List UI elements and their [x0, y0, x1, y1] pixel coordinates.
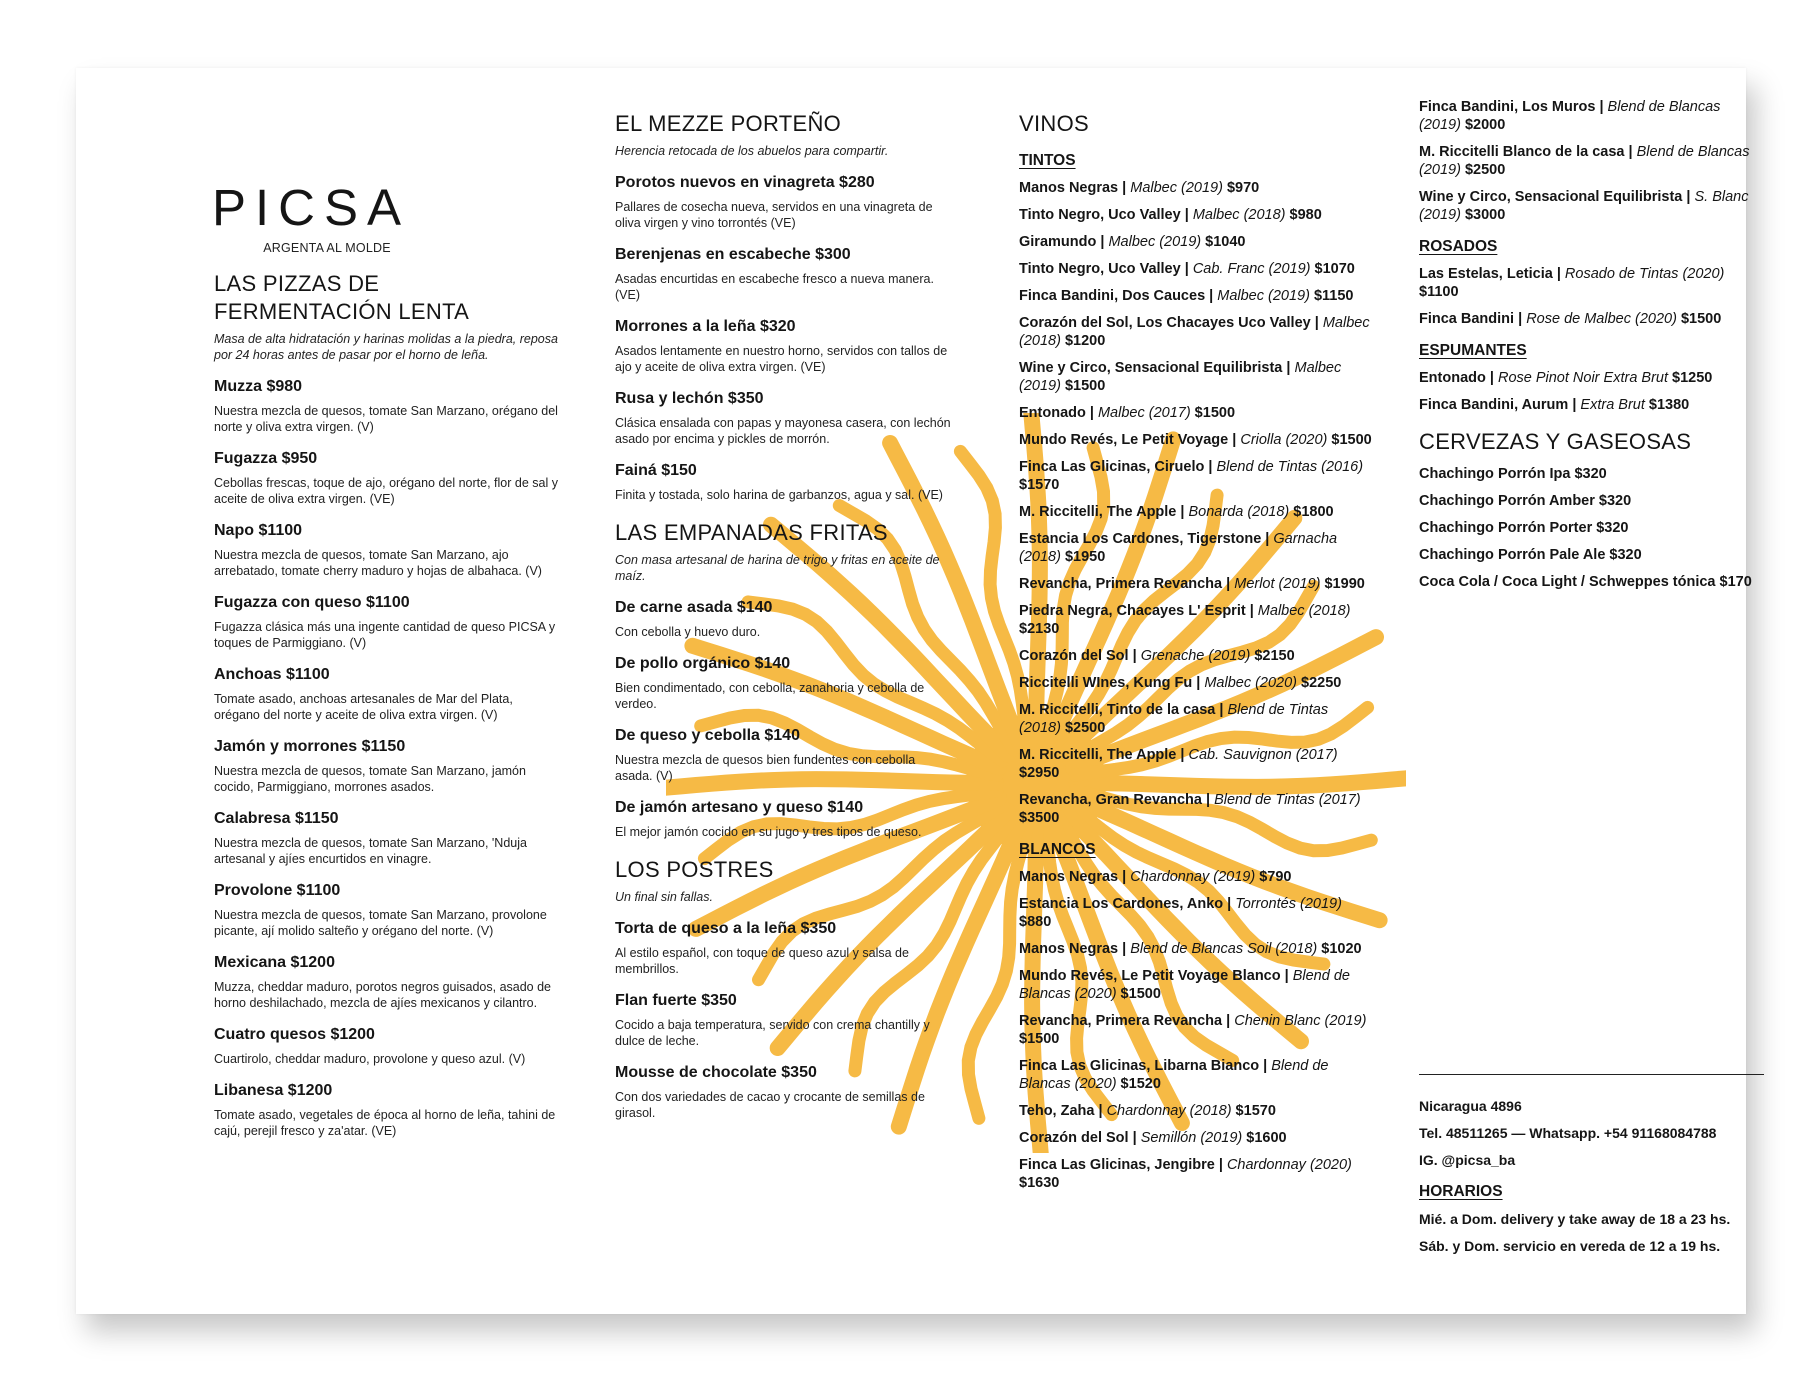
wine-entry [1019, 458, 1374, 494]
wine-variety: Blend de Tintas (2017) [1214, 792, 1361, 808]
wine-name: M. Riccitelli, The Apple | [1019, 504, 1189, 520]
wine-variety: Malbec (2019) [1019, 360, 1342, 394]
wine-variety: Chardonnay (2018) [1106, 1103, 1232, 1119]
rosados-heading: ROSADOS [1419, 238, 1498, 255]
wine-variety: Malbec (2019) [1108, 234, 1202, 250]
wine-entry [1419, 310, 1764, 328]
wine-variety: Blend de Blancas (2020) [1019, 968, 1350, 1002]
menu-item-description: Nuestra mezcla de quesos, tomate San Marzano, jamón cocido, Parmiggiano, morrones asados. [214, 764, 526, 794]
wine-name: Estancia Los Cardones, Tigerstone | [1019, 531, 1274, 547]
pizzas-section [214, 270, 559, 1139]
menu-item-name: Mousse de chocolate $350 [615, 1064, 817, 1081]
menu-item-name: Provolone $1100 [214, 882, 341, 899]
wine-price: $1950 [1060, 549, 1106, 565]
wine-entry [1019, 206, 1374, 224]
wine-entry [1019, 1057, 1374, 1093]
wine-name: Teho, Zaha | [1019, 1103, 1107, 1119]
menu-item-name: De jamón artesano y queso $140 [615, 799, 864, 816]
menu-item-name: Porotos nuevos en vinagreta $280 [615, 174, 875, 191]
wine-name: Mundo Revés, Le Petit Voyage Blanco | [1019, 968, 1293, 984]
mezze-subtitle: Herencia retocada de los abuelos para compartir. [615, 144, 889, 158]
wine-variety: Chardonnay (2020) [1226, 1157, 1352, 1173]
menu-item-name: Muzza $980 [214, 378, 303, 395]
empanadas-list [615, 598, 955, 840]
menu-item [615, 598, 955, 640]
wine-entry [1419, 98, 1764, 134]
menu-item [615, 245, 955, 303]
empanadas-subtitle: Con masa artesanal de harina de trigo y fritas en aceite de maíz. [615, 553, 940, 583]
wine-variety: Malbec (2020) [1204, 675, 1298, 691]
wine-entry [1019, 179, 1374, 197]
menu-item [615, 317, 955, 375]
wine-price: $2950 [1019, 765, 1060, 781]
menu-item-name: Fainá $150 [615, 462, 697, 479]
menu-item-description: Tomate asado, vegetales de época al horno de leña, tahini de cajú, perejil fresco y za'atar. (VE) [214, 1108, 556, 1138]
wine-variety: Chardonnay (2019) [1130, 869, 1256, 885]
wine-name: Revancha, Primera Revancha | [1019, 576, 1235, 592]
menu-item [615, 389, 955, 447]
instagram-handle: IG. @picsa_ba [1419, 1152, 1516, 1168]
wine-name: Entonado | [1419, 370, 1498, 386]
wine-price: $1500 [1190, 405, 1236, 421]
wine-variety: Malbec (2019) [1217, 288, 1310, 304]
wine-entry [1019, 868, 1374, 886]
wine-price: $2130 [1019, 621, 1060, 637]
menu-item-description: Tomate asado, anchoas artesanales de Mar del Plata, orégano del norte y aceite de oliva extra virgen. (V) [214, 692, 513, 722]
menu-item [214, 953, 559, 1011]
wine-entry [1419, 265, 1764, 301]
wine-name: Tinto Negro, Uco Valley | [1019, 261, 1193, 277]
wine-variety: Blend de Tintas (2016) [1216, 459, 1364, 475]
menu-item-name: Flan fuerte $350 [615, 992, 737, 1009]
right-column [1419, 98, 1764, 591]
menu-item-description: Cuartirolo, cheddar maduro, provolone y queso azul. (V) [214, 1052, 526, 1066]
espumantes-heading: ESPUMANTES [1419, 342, 1527, 359]
blancos-more-list [1419, 98, 1764, 224]
wine-name: Finca Bandini, Dos Cauces | [1019, 288, 1218, 304]
menu-item-name: De carne asada $140 [615, 599, 773, 616]
wine-price: $880 [1019, 914, 1052, 930]
wine-price: $1070 [1310, 261, 1355, 277]
wine-entry [1419, 396, 1764, 414]
wine-entry [1019, 503, 1374, 521]
wine-variety: Blend de Blancas (2019) [1419, 99, 1721, 133]
menu-item-name: Fugazza $950 [214, 450, 318, 467]
wine-entry [1419, 369, 1764, 387]
drink-item: Coca Cola / Coca Light / Schweppes tónica $170 [1419, 574, 1752, 590]
blancos-list [1019, 868, 1374, 1192]
wine-entry [1019, 260, 1374, 278]
menu-item [615, 798, 955, 840]
menu-item-name: Berenjenas en escabeche $300 [615, 246, 851, 263]
horarios-heading: HORARIOS [1419, 1183, 1503, 1200]
wine-name: Wine y Circo, Sensacional Equilibrista | [1019, 360, 1295, 376]
center-column [615, 110, 955, 1121]
wine-name: Tinto Negro, Uco Valley | [1019, 207, 1193, 223]
wine-entry [1019, 359, 1374, 395]
wine-variety: Rosado de Tintas (2020) [1564, 266, 1725, 282]
menu-item-description: Nuestra mezcla de quesos bien fundentes con cebolla asada. (V) [615, 753, 916, 783]
menu-item-description: Nuestra mezcla de quesos, tomate San Marzano, 'Nduja artesanal y ajíes encurtidos en vinagre. [214, 836, 527, 866]
wine-name: Revancha, Gran Revancha | [1019, 792, 1215, 808]
wine-entry [1019, 967, 1374, 1003]
menu-item-description: Cebollas frescas, toque de ajo, orégano del norte, flor de sal y aceite de oliva extra virgen. (VE) [214, 476, 558, 506]
wine-entry [1019, 1129, 1374, 1147]
wine-name: Finca Las Glicinas, Libarna Bianco | [1019, 1058, 1272, 1074]
wine-price: $2500 [1460, 162, 1506, 178]
menu-item [615, 1063, 955, 1121]
cervezas-title: CERVEZAS Y GASEOSAS [1419, 429, 1692, 454]
menu-item [615, 919, 955, 977]
wine-variety: Criolla (2020) [1240, 432, 1328, 448]
wine-variety: Cab. Sauvignon (2017) [1188, 747, 1338, 763]
wine-price: $1500 [1019, 1031, 1060, 1047]
menu-item-description: Con dos variedades de cacao y crocante de semillas de girasol. [615, 1090, 925, 1120]
menu-item-description: Nuestra mezcla de quesos, tomate San Marzano, ajo arrebatado, tomate cherry maduro y hojas de albahaca. (V) [214, 548, 542, 578]
menu-item-description: Al estilo español, con toque de queso azul y salsa de membrillos. [615, 946, 909, 976]
wine-name: Finca Bandini, Los Muros | [1419, 99, 1608, 115]
wine-name: Mundo Revés, Le Petit Voyage | [1019, 432, 1241, 448]
menu-item-description: El mejor jamón cocido en su jugo y tres tipos de queso. [615, 825, 922, 839]
wine-entry [1019, 602, 1374, 638]
wine-variety: Blend de Tintas (2018) [1019, 702, 1329, 736]
drink-item: Chachingo Porrón Ipa $320 [1419, 466, 1607, 482]
mezze-title: EL MEZZE PORTEÑO [615, 111, 842, 136]
wine-variety: Malbec (2018) [1019, 315, 1370, 349]
phone: Tel. 48511265 — Whatsapp. +54 91168084788 [1419, 1125, 1717, 1141]
horario-line: Sáb. y Dom. servicio en vereda de 12 a 19 hs. [1419, 1238, 1721, 1254]
menu-item [615, 991, 955, 1049]
menu-item-name: Libanesa $1200 [214, 1082, 333, 1099]
drink-item: Chachingo Porrón Amber $320 [1419, 493, 1632, 509]
menu-item-name: Torta de queso a la leña $350 [615, 920, 837, 937]
wine-variety: Blend de Blancas (2019) [1419, 144, 1750, 178]
menu-item-name: Cuatro quesos $1200 [214, 1026, 375, 1043]
wine-name: Manos Negras | [1019, 941, 1131, 957]
menu-item-description: Finita y tostada, solo harina de garbanzos, agua y sal. (VE) [615, 488, 943, 502]
contact-divider [1419, 1074, 1764, 1075]
wine-price: $1630 [1019, 1175, 1060, 1191]
wine-entry [1019, 791, 1374, 827]
wine-price: $1500 [1060, 378, 1106, 394]
wine-name: Corazón del Sol, Los Chacayes Uco Valley | [1019, 315, 1323, 331]
wine-name: Finca Las Glicinas, Ciruelo | [1019, 459, 1217, 475]
wine-name: M. Riccitelli, Tinto de la casa | [1019, 702, 1228, 718]
pizza-list [214, 377, 559, 1139]
rosados-list [1419, 265, 1764, 328]
wine-name: Manos Negras | [1019, 180, 1131, 196]
vinos-section [1019, 110, 1374, 1192]
wine-name: Manos Negras | [1019, 869, 1131, 885]
menu-item-name: Calabresa $1150 [214, 810, 339, 827]
wine-price: $1570 [1019, 477, 1060, 493]
horarios-list [1419, 1210, 1764, 1255]
wine-variety: Blend de Blancas (2020) [1019, 1058, 1329, 1092]
wine-name: Finca Bandini | [1419, 311, 1527, 327]
menu-item [615, 173, 955, 231]
wine-price: $2500 [1060, 720, 1106, 736]
cervezas-list [1419, 465, 1764, 591]
wine-price: $1600 [1242, 1130, 1287, 1146]
menu-item-description: Con cebolla y huevo duro. [615, 625, 761, 639]
wine-price: $1500 [1327, 432, 1372, 448]
wine-entry [1019, 431, 1374, 449]
wine-name: Corazón del Sol | [1019, 1130, 1141, 1146]
drink-item: Chachingo Porrón Porter $320 [1419, 520, 1629, 536]
vinos-title: VINOS [1019, 111, 1089, 136]
wine-name: Revancha, Primera Revancha | [1019, 1013, 1235, 1029]
wine-price: $1200 [1060, 333, 1106, 349]
contact-section [1419, 1058, 1764, 1255]
pizzas-subtitle: Masa de alta hidratación y harinas molidas a la piedra, reposa por 24 horas antes de pasar por el horno de leña. [214, 332, 558, 362]
wine-variety: Rose de Malbec (2020) [1526, 311, 1677, 327]
wine-entry [1019, 1102, 1374, 1120]
wine-price: $1990 [1320, 576, 1365, 592]
menu-item-description: Cocido a baja temperatura, servido con crema chantilly y dulce de leche. [615, 1018, 930, 1048]
menu-item-name: De queso y cebolla $140 [615, 727, 800, 744]
wine-name: Las Estelas, Leticia | [1419, 266, 1565, 282]
wine-variety: Cab. Franc (2019) [1192, 261, 1311, 277]
wine-price: $970 [1222, 180, 1260, 196]
wine-variety: Grenache (2019) [1140, 648, 1251, 664]
wine-variety: Garnacha (2018) [1019, 531, 1338, 565]
wine-price: $980 [1285, 207, 1322, 223]
wine-entry [1019, 287, 1374, 305]
wine-price: $790 [1255, 869, 1292, 885]
wine-name: Finca Las Glicinas, Jengibre | [1019, 1157, 1227, 1173]
wine-variety: Malbec (2019) [1130, 180, 1223, 196]
menu-item-description: Pallares de cosecha nueva, servidos en una vinagreta de oliva virgen y vino torrontés (VE) [615, 200, 933, 230]
wine-name: Estancia Los Cardones, Anko | [1019, 896, 1236, 912]
wine-price: $1500 [1116, 986, 1161, 1002]
wine-variety: Torrontés (2019) [1235, 896, 1342, 912]
wine-entry [1019, 1156, 1374, 1192]
mezze-list [615, 173, 955, 503]
wine-entry [1019, 674, 1374, 692]
wine-name: Finca Bandini, Aurum | [1419, 397, 1581, 413]
wine-entry [1019, 895, 1374, 931]
menu-item-description: Asados lentamente en nuestro horno, servidos con tallos de ajo y aceite de oliva extra virgen. (VE) [615, 344, 948, 374]
address: Nicaragua 4896 [1419, 1098, 1522, 1114]
menu-item [214, 593, 559, 651]
postres-title: LOS POSTRES [615, 857, 774, 882]
wine-entry [1019, 233, 1374, 251]
wine-price: $1150 [1309, 288, 1354, 304]
wine-name: M. Riccitelli Blanco de la casa | [1419, 144, 1637, 160]
wine-price: $1040 [1201, 234, 1246, 250]
postres-subtitle: Un final sin fallas. [615, 890, 713, 904]
horario-line: Mié. a Dom. delivery y take away de 18 a 23 hs. [1419, 1211, 1731, 1227]
wine-variety: Rose Pinot Noir Extra Brut [1497, 370, 1669, 386]
menu-item [615, 654, 955, 712]
menu-item-name: Anchoas $1100 [214, 666, 330, 683]
menu-item [214, 737, 559, 795]
menu-item-name: Morrones a la leña $320 [615, 318, 796, 335]
wine-price: $1520 [1116, 1076, 1161, 1092]
wine-entry [1019, 404, 1374, 422]
wine-entry [1019, 530, 1374, 566]
wine-entry [1419, 143, 1764, 179]
wine-variety: Semillón (2019) [1140, 1130, 1243, 1146]
wine-name: Wine y Circo, Sensacional Equilibrista | [1419, 189, 1695, 205]
menu-item [214, 377, 559, 435]
wine-entry [1019, 575, 1374, 593]
wine-price: $1380 [1644, 397, 1690, 413]
menu-item-description: Bien condimentado, con cebolla, zanahoria y cebolla de verdeo. [615, 681, 925, 711]
wine-variety: Chenin Blanc (2019) [1234, 1013, 1367, 1029]
menu-item-name: De pollo orgánico $140 [615, 655, 791, 672]
wine-price: $1500 [1676, 311, 1722, 327]
wine-variety: Malbec (2018) [1257, 603, 1351, 619]
wine-price: $1800 [1289, 504, 1334, 520]
menu-item [214, 809, 559, 867]
wine-variety: Malbec (2017) [1097, 405, 1191, 421]
menu-item [214, 1081, 559, 1139]
wine-price: $3500 [1019, 810, 1060, 826]
wine-name: Riccitelli WInes, Kung Fu | [1019, 675, 1205, 691]
wine-entry [1019, 314, 1374, 350]
menu-item-name: Fugazza con queso $1100 [214, 594, 410, 611]
wine-entry [1019, 746, 1374, 782]
wine-price: $2000 [1460, 117, 1506, 133]
postres-list [615, 919, 955, 1121]
wine-entry [1019, 1012, 1374, 1048]
wine-variety: Extra Brut [1580, 397, 1645, 413]
wine-variety: Merlot (2019) [1234, 576, 1321, 592]
drink-item: Chachingo Porrón Pale Ale $320 [1419, 547, 1642, 563]
menu-item-name: Mexicana $1200 [214, 954, 335, 971]
menu-item-description: Fugazza clásica más una ingente cantidad de queso PICSA y toques de Parmiggiano. (V) [214, 620, 556, 650]
wine-entry [1019, 701, 1374, 737]
menu-item-description: Clásica ensalada con papas y mayonesa casera, con lechón asado por encima y pickles de morrón. [615, 416, 951, 446]
empanadas-title: LAS EMPANADAS FRITAS [615, 520, 888, 545]
menu-item [615, 461, 955, 503]
menu-sheet [76, 68, 1752, 1314]
menu-item-description: Nuestra mezcla de quesos, tomate San Marzano, provolone picante, ají molido salteño y orégano del norte. (V) [214, 908, 547, 938]
wine-price: $1020 [1317, 941, 1362, 957]
tintos-list [1019, 179, 1374, 827]
menu-item-name: Napo $1100 [214, 522, 303, 539]
menu-item-name: Rusa y lechón $350 [615, 390, 764, 407]
menu-item [214, 449, 559, 507]
wine-name: Giramundo | [1019, 234, 1109, 250]
wine-price: $2250 [1297, 675, 1342, 691]
wine-price: $1100 [1419, 284, 1459, 300]
wine-price: $1570 [1231, 1103, 1276, 1119]
wine-name: Corazón del Sol | [1019, 648, 1141, 664]
menu-item-description: Muzza, cheddar maduro, porotos negros guisados, asado de horno deshilachado, mezcla de ajíes mexicanos y cilantro. [214, 980, 552, 1010]
menu-item-description: Asadas encurtidas en escabeche fresco a nueva manera. (VE) [615, 272, 934, 302]
menu-item [214, 881, 559, 939]
tintos-heading: TINTOS [1019, 152, 1076, 169]
wine-variety: Bonarda (2018) [1188, 504, 1290, 520]
wine-entry [1019, 940, 1374, 958]
wine-variety: Malbec (2018) [1192, 207, 1286, 223]
blancos-heading: BLANCOS [1019, 841, 1096, 858]
wine-entry [1419, 188, 1764, 224]
menu-item-description: Nuestra mezcla de quesos, tomate San Marzano, orégano del norte y oliva extra virgen. (V) [214, 404, 558, 434]
wine-price: $3000 [1460, 207, 1506, 223]
menu-item [214, 665, 559, 723]
brand [212, 180, 442, 255]
wine-price: $1250 [1668, 370, 1713, 386]
wine-variety: Blend de Blancas Soil (2018) [1130, 941, 1318, 957]
wine-price: $2150 [1250, 648, 1295, 664]
brand-logo: PICSA [212, 179, 411, 236]
wine-entry [1019, 647, 1374, 665]
wine-name: M. Riccitelli, The Apple | [1019, 747, 1189, 763]
menu-item [214, 521, 559, 579]
wine-name: Entonado | [1019, 405, 1098, 421]
wine-name: Piedra Negra, Chacayes L' Esprit | [1019, 603, 1258, 619]
espumantes-list [1419, 369, 1764, 414]
menu-item [615, 726, 955, 784]
pizzas-title: LAS PIZZAS DE FERMENTACIÓN LENTA [214, 271, 470, 324]
wine-variety: S. Blanc (2019) [1419, 189, 1749, 223]
menu-item [214, 1025, 559, 1067]
brand-tagline: ARGENTA AL MOLDE [263, 241, 391, 255]
menu-item-name: Jamón y morrones $1150 [214, 738, 406, 755]
